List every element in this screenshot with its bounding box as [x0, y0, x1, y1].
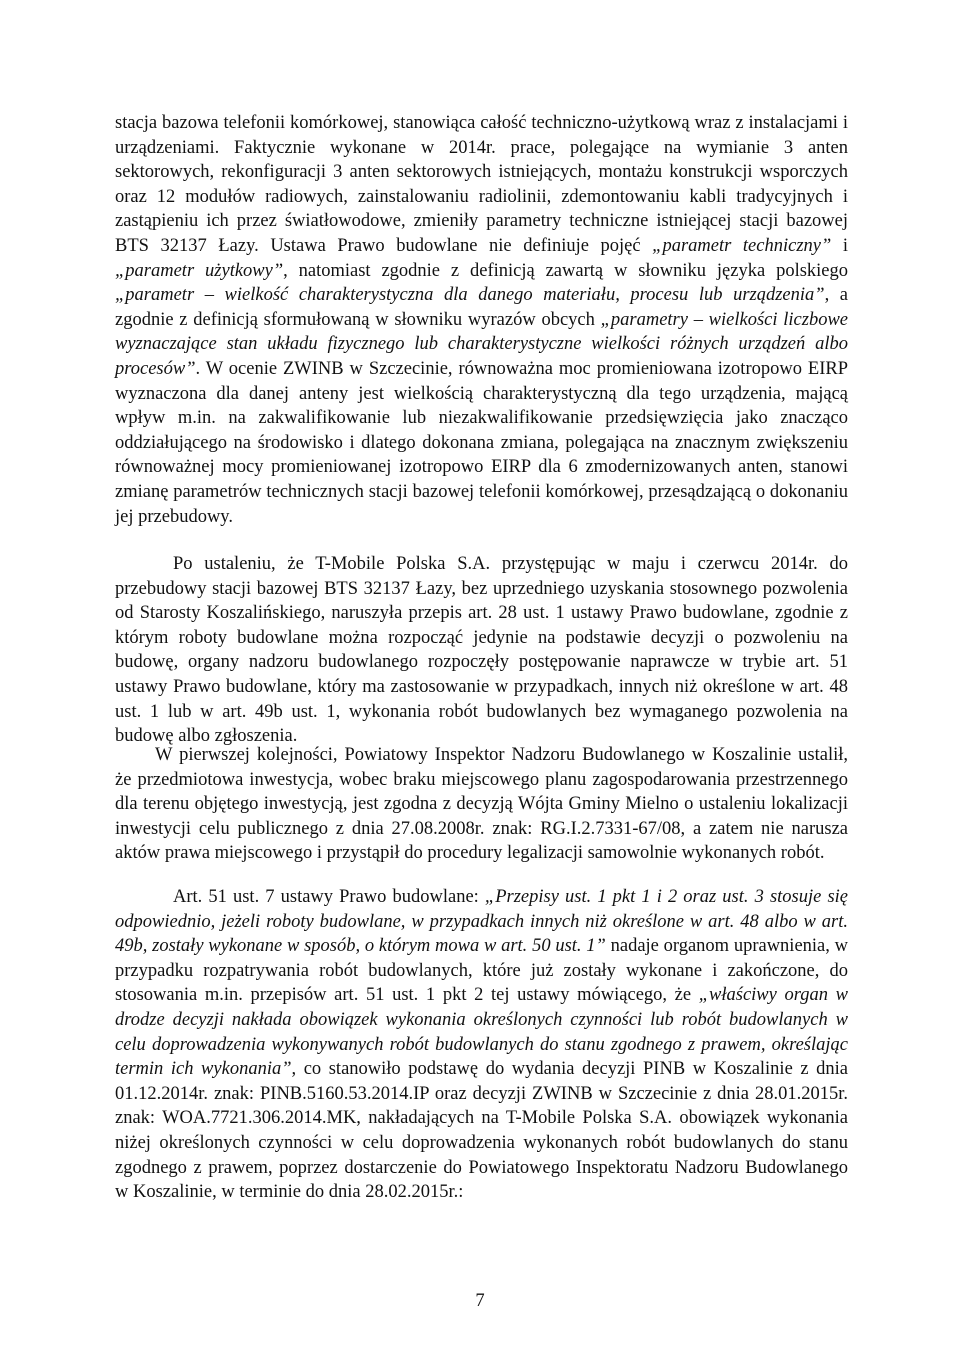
paragraph-3-text [115, 743, 848, 866]
p3-text-1: W pierwszej kolejności, Powiatowy Inspektor Nadzoru Budowlanego w Koszalinie ustalił, że przedmiotowa inwestycja, wobec braku miejscowego planu zagospodarowania przestrzennego dla terenu objętego inwestycją, jest zgodna z decyzją Wójta Gminy Mielno o ustaleniu lokalizacji inwestycji celu publicznego z dnia 27.08.2008r. znak: RG.I.2.7331-67/08, a zatem nie narusza aktów prawa miejscowego i przystąpił do procedury legalizacji samowolnie wykonanych robót. [115, 745, 848, 864]
page-number: 7 [475, 1291, 485, 1311]
p1-quote-3: „parametr – wielkość charakterystyczna dla danego materiału, procesu lub urządzenia” [115, 285, 825, 306]
p1-quote-4: „parametry – wielkości liczbowe wyznaczające stan układu fizycznego lub charakterystyczne wielkości różnych urządzeń albo procesów” [115, 309, 848, 379]
p4-quote-2: „właściwy organ w drodze decyzji nakłada obowiązek wykonania określonych czynności lub robót budowlanych w celu doprowadzenia wykonywanych robót budowlanych do stanu zgodnego z prawem, określając termin ich wykonania” [115, 985, 848, 1080]
p1-text-4: , a zgodnie z definicją sformułowaną w słowniku wyrazów obcych [115, 285, 848, 330]
p2-text-1: Po ustaleniu, że T-Mobile Polska S.A. przystępując w maju i czerwcu 2014r. do przebudowy stacji bazowej BTS 32137 Łazy, bez uprzedniego uzyskania stosownego pozwolenia od Starosty Koszalińskiego, naruszyła przepis art. 28 ust. 1 ustawy Prawo budowlane, zgodnie z którym roboty budowlane można rozpocząć jedynie na podstawie decyzji o pozwoleniu na budowę, organy nadzoru budowlanego rozpoczęły postępowanie naprawcze w trybie art. 51 ustawy Prawo budowlane, który ma zastosowanie w przypadkach, innych niż określone w art. 48 ust. 1 lub w art. 49b ust. 1, wykonania robót budowlanych bez wymaganego pozwolenia na budowę albo zgłoszenia. [115, 554, 848, 747]
paragraph-1 [115, 111, 848, 529]
p1-quote-1: „parametr techniczny” [652, 235, 832, 256]
p4-text-2: nadaje organom uprawnienia, w przypadku rozpatrywania robót budowlanych, które już zostały wykonane i zakończone, do stosowania m.in. przepisów art. 51 ust. 1 pkt 2 tej ustawy mówiącego, że [115, 936, 848, 1006]
p4-quote-1: „Przepisy ust. 1 pkt 1 i 2 oraz ust. 3 stosuje się odpowiednio, jeżeli roboty budowlane, w przypadkach innych niż określone w art. 48 albo w art. 49b, zostały wykonane w sposób, o którym mowa w art. 50 ust. 1” [115, 887, 848, 957]
paragraph-4-text [115, 885, 848, 1205]
paragraph-4 [115, 885, 848, 1205]
p4-text-3: , co stanowiło podstawę do wydania decyzji PINB w Koszalinie z dnia 01.12.2014r. znak: PINB.5160.53.2014.IP oraz decyzji ZWINB w Szczecinie z dnia 28.01.2015r. znak: WOA.7721.306.2014.MK, nakładających na T-Mobile Polska S.A. obowiązek wykonania niżej określonych czynności w celu doprowadzenia wykonanych robót budowlanych do stanu zgodnego z prawem, poprzez dostarczenie do Powiatowego Inspektoratu Nadzoru Budowlanego w Koszalinie, w terminie do dnia 28.02.2015r.: [115, 1059, 849, 1203]
p4-text-1: Art. 51 ust. 7 ustawy Prawo budowlane: [173, 887, 485, 907]
p1-text-1: stacja bazowa telefonii komórkowej, stanowiąca całość techniczno-użytkową wraz z instalacjami i urządzeniami. Faktycznie wykonane w 2014r. prace, polegające na wymianie 3 anten sektorowych, rekonfiguracji 3 anten sektorowych istniejących, montażu konstrukcji wsporczych oraz 12 modułów radiowych, zainstalowaniu radiolinii, zdemontowaniu kabli tradycyjnych i zastąpieniu ich przez światłowodowe, zmieniły parametry techniczne istniejącej stacji bazowej BTS 32137 Łazy. Ustawa Prawo budowlane nie definiuje pojęć [115, 113, 848, 256]
paragraph-2 [115, 552, 848, 749]
paragraph-2-text [115, 552, 848, 749]
paragraph-1-text [115, 111, 848, 529]
p1-text-5: . W ocenie ZWINB w Szczecinie, równoważna moc promieniowana izotropowo EIRP wyznaczona dla danej anteny jest wielkością charakterystyczną dla tego urządzenia, mającą wpływ m.in. na zakwalifikowanie lub niezakwalifikowanie przedsięwzięcia jako znacząco oddziałującego na środowisko i dlatego dokonana zmiana, polegająca na znacznym zwiększeniu równoważnej mocy promieniowanej izotropowo EIRP dla 6 zmodernizowanych anten, stanowi zmianę parametrów technicznych stacji bazowej telefonii komórkowej, przesądzającą o dokonaniu jej przebudowy. [115, 358, 848, 527]
p1-text-2: i [831, 235, 849, 256]
paragraph-3 [115, 743, 848, 866]
p1-text-3: , natomiast zgodnie z definicją zawartą w słowniku języka polskiego [283, 260, 849, 281]
p1-quote-2: „parametr użytkowy” [115, 260, 284, 281]
